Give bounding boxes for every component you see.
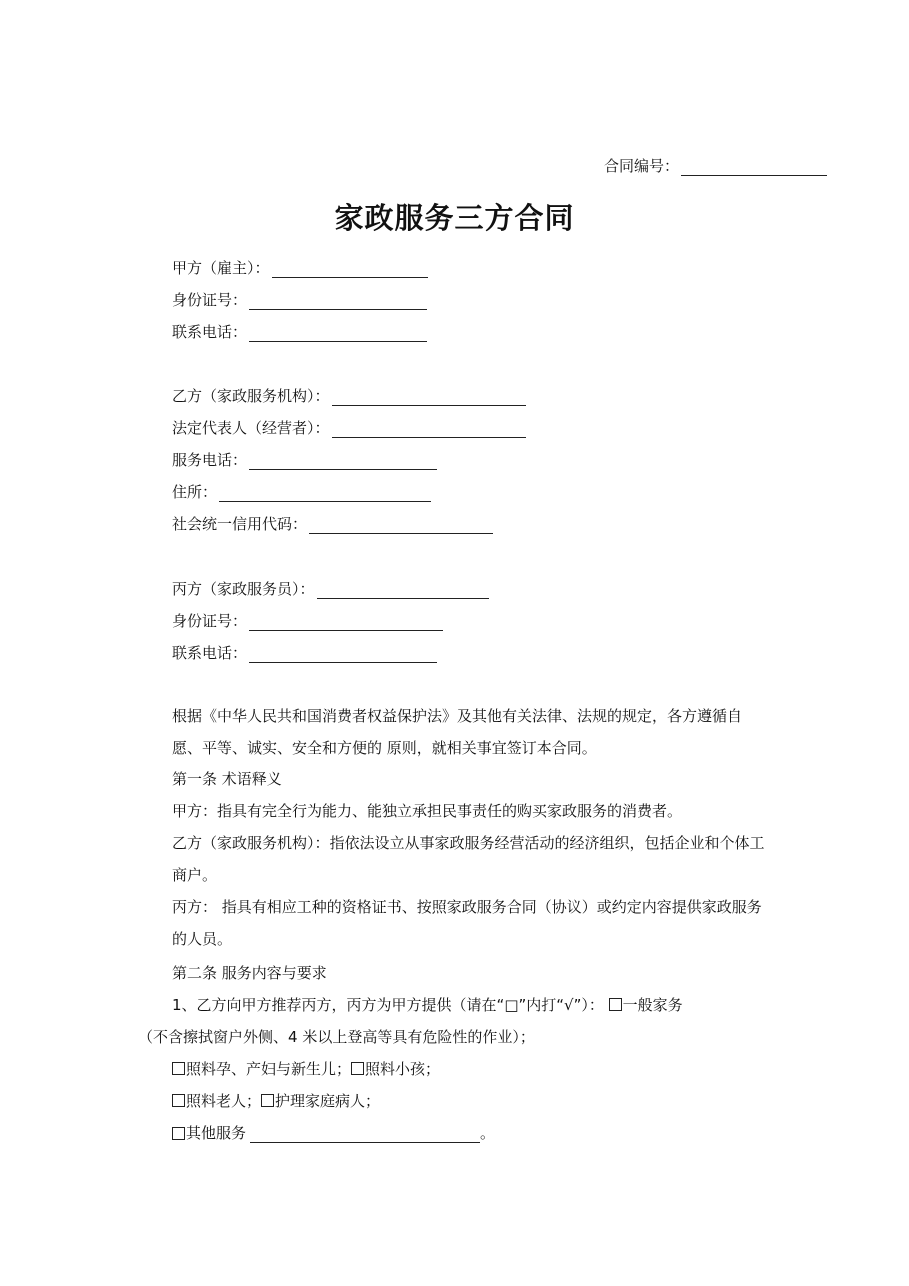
article-1-party-a xyxy=(138,795,768,827)
general-housework-label: 一般家务 xyxy=(622,996,683,1014)
child-care-checkbox[interactable] xyxy=(351,1062,364,1075)
contract-number-label: 合同编号： xyxy=(603,157,679,175)
party-a-id-field xyxy=(172,289,427,310)
party-a-phone-label: 联系电话： xyxy=(172,323,248,341)
party-b-rep-blank[interactable] xyxy=(332,423,526,438)
patient-care-label: 护理家庭病人； xyxy=(275,1092,381,1110)
party-b-address-blank[interactable] xyxy=(219,487,431,502)
elderly-care-label: 照料老人； xyxy=(186,1092,262,1110)
patient-care-checkbox[interactable] xyxy=(261,1094,274,1107)
party-b-credit-code-field xyxy=(172,513,493,534)
option-row-2 xyxy=(172,1090,380,1111)
article-1-party-b xyxy=(138,827,768,891)
party-a-name-blank[interactable] xyxy=(272,263,428,278)
maternity-care-checkbox[interactable] xyxy=(172,1062,185,1075)
article-2-title: 第二条 服务内容与要求 xyxy=(172,964,327,982)
document-title: 家政服务三方合同 xyxy=(334,201,575,235)
elderly-care-checkbox[interactable] xyxy=(172,1094,185,1107)
party-b-rep-field xyxy=(172,417,526,438)
party-c-phone-label: 联系电话： xyxy=(172,644,248,662)
other-service-label: 其他服务 xyxy=(186,1124,247,1142)
article-2-item-1-text: 1、乙方向甲方推荐丙方，丙方为甲方提供（请在“□”内打“√”）： xyxy=(172,996,604,1014)
party-a-name-label: 甲方（雇主）： xyxy=(172,259,270,277)
option-row-3 xyxy=(172,1122,495,1143)
article-1-title: 第一条 术语释义 xyxy=(172,770,282,788)
party-b-phone-field xyxy=(172,449,437,470)
party-c-phone-field xyxy=(172,642,437,663)
maternity-care-label: 照料孕、产妇与新生儿； xyxy=(186,1060,352,1078)
party-b-phone-blank[interactable] xyxy=(249,455,437,470)
general-housework-note: （不含擦拭窗户外侧、4 米以上登高等具有危险性的作业）； xyxy=(138,1028,535,1046)
party-a-id-blank[interactable] xyxy=(249,295,427,310)
party-b-address-field xyxy=(172,481,431,502)
child-care-label: 照料小孩； xyxy=(365,1060,441,1078)
other-service-blank[interactable] xyxy=(250,1128,480,1143)
party-b-credit-code-blank[interactable] xyxy=(309,519,493,534)
article-2-item-1 xyxy=(172,994,683,1015)
general-housework-checkbox[interactable] xyxy=(609,998,622,1011)
party-b-name-field xyxy=(172,385,526,406)
party-b-address-label: 住所： xyxy=(172,483,218,501)
party-c-name-label: 丙方（家政服务员）： xyxy=(172,580,315,598)
intro-paragraph xyxy=(138,700,768,764)
intro-text: 根据《中华人民共和国消费者权益保护法》及其他有关法律、法规的规定，各方遵循自愿、平等、诚实、安全和方便的 原则，就相关事宜签订本合同。 xyxy=(172,707,743,757)
article-1-party-a-text: 甲方：指具有完全行为能力、能独立承担民事责任的购买家政服务的消费者。 xyxy=(172,802,683,820)
party-b-rep-label: 法定代表人（经营者）： xyxy=(172,419,330,437)
party-b-name-label: 乙方（家政服务机构）： xyxy=(172,387,330,405)
party-c-id-field xyxy=(172,610,443,631)
other-service-end: 。 xyxy=(480,1124,496,1142)
party-b-name-blank[interactable] xyxy=(332,391,526,406)
contract-number-blank[interactable] xyxy=(681,161,827,176)
party-c-phone-blank[interactable] xyxy=(249,648,437,663)
article-1-party-c-text: 丙方： 指具有相应工种的资格证书、按照家政服务合同（协议）或约定内容提供家政服务的人员。 xyxy=(172,898,762,948)
contract-number xyxy=(604,155,827,176)
party-b-credit-code-label: 社会统一信用代码： xyxy=(172,515,308,533)
option-row-1 xyxy=(172,1058,440,1079)
party-c-id-blank[interactable] xyxy=(249,616,443,631)
party-b-phone-label: 服务电话： xyxy=(172,451,248,469)
party-c-name-blank[interactable] xyxy=(317,584,489,599)
article-1-party-b-text: 乙方（家政服务机构）：指依法设立从事家政服务经营活动的经济组织，包括企业和个体工商户。 xyxy=(172,834,765,884)
article-1-party-c xyxy=(138,891,768,955)
party-a-id-label: 身份证号： xyxy=(172,291,248,309)
party-a-phone-blank[interactable] xyxy=(249,327,427,342)
other-service-checkbox[interactable] xyxy=(172,1127,185,1140)
party-a-phone-field xyxy=(172,321,427,342)
party-c-id-label: 身份证号： xyxy=(172,612,248,630)
party-a-name-field xyxy=(172,257,428,278)
party-c-name-field xyxy=(172,578,489,599)
